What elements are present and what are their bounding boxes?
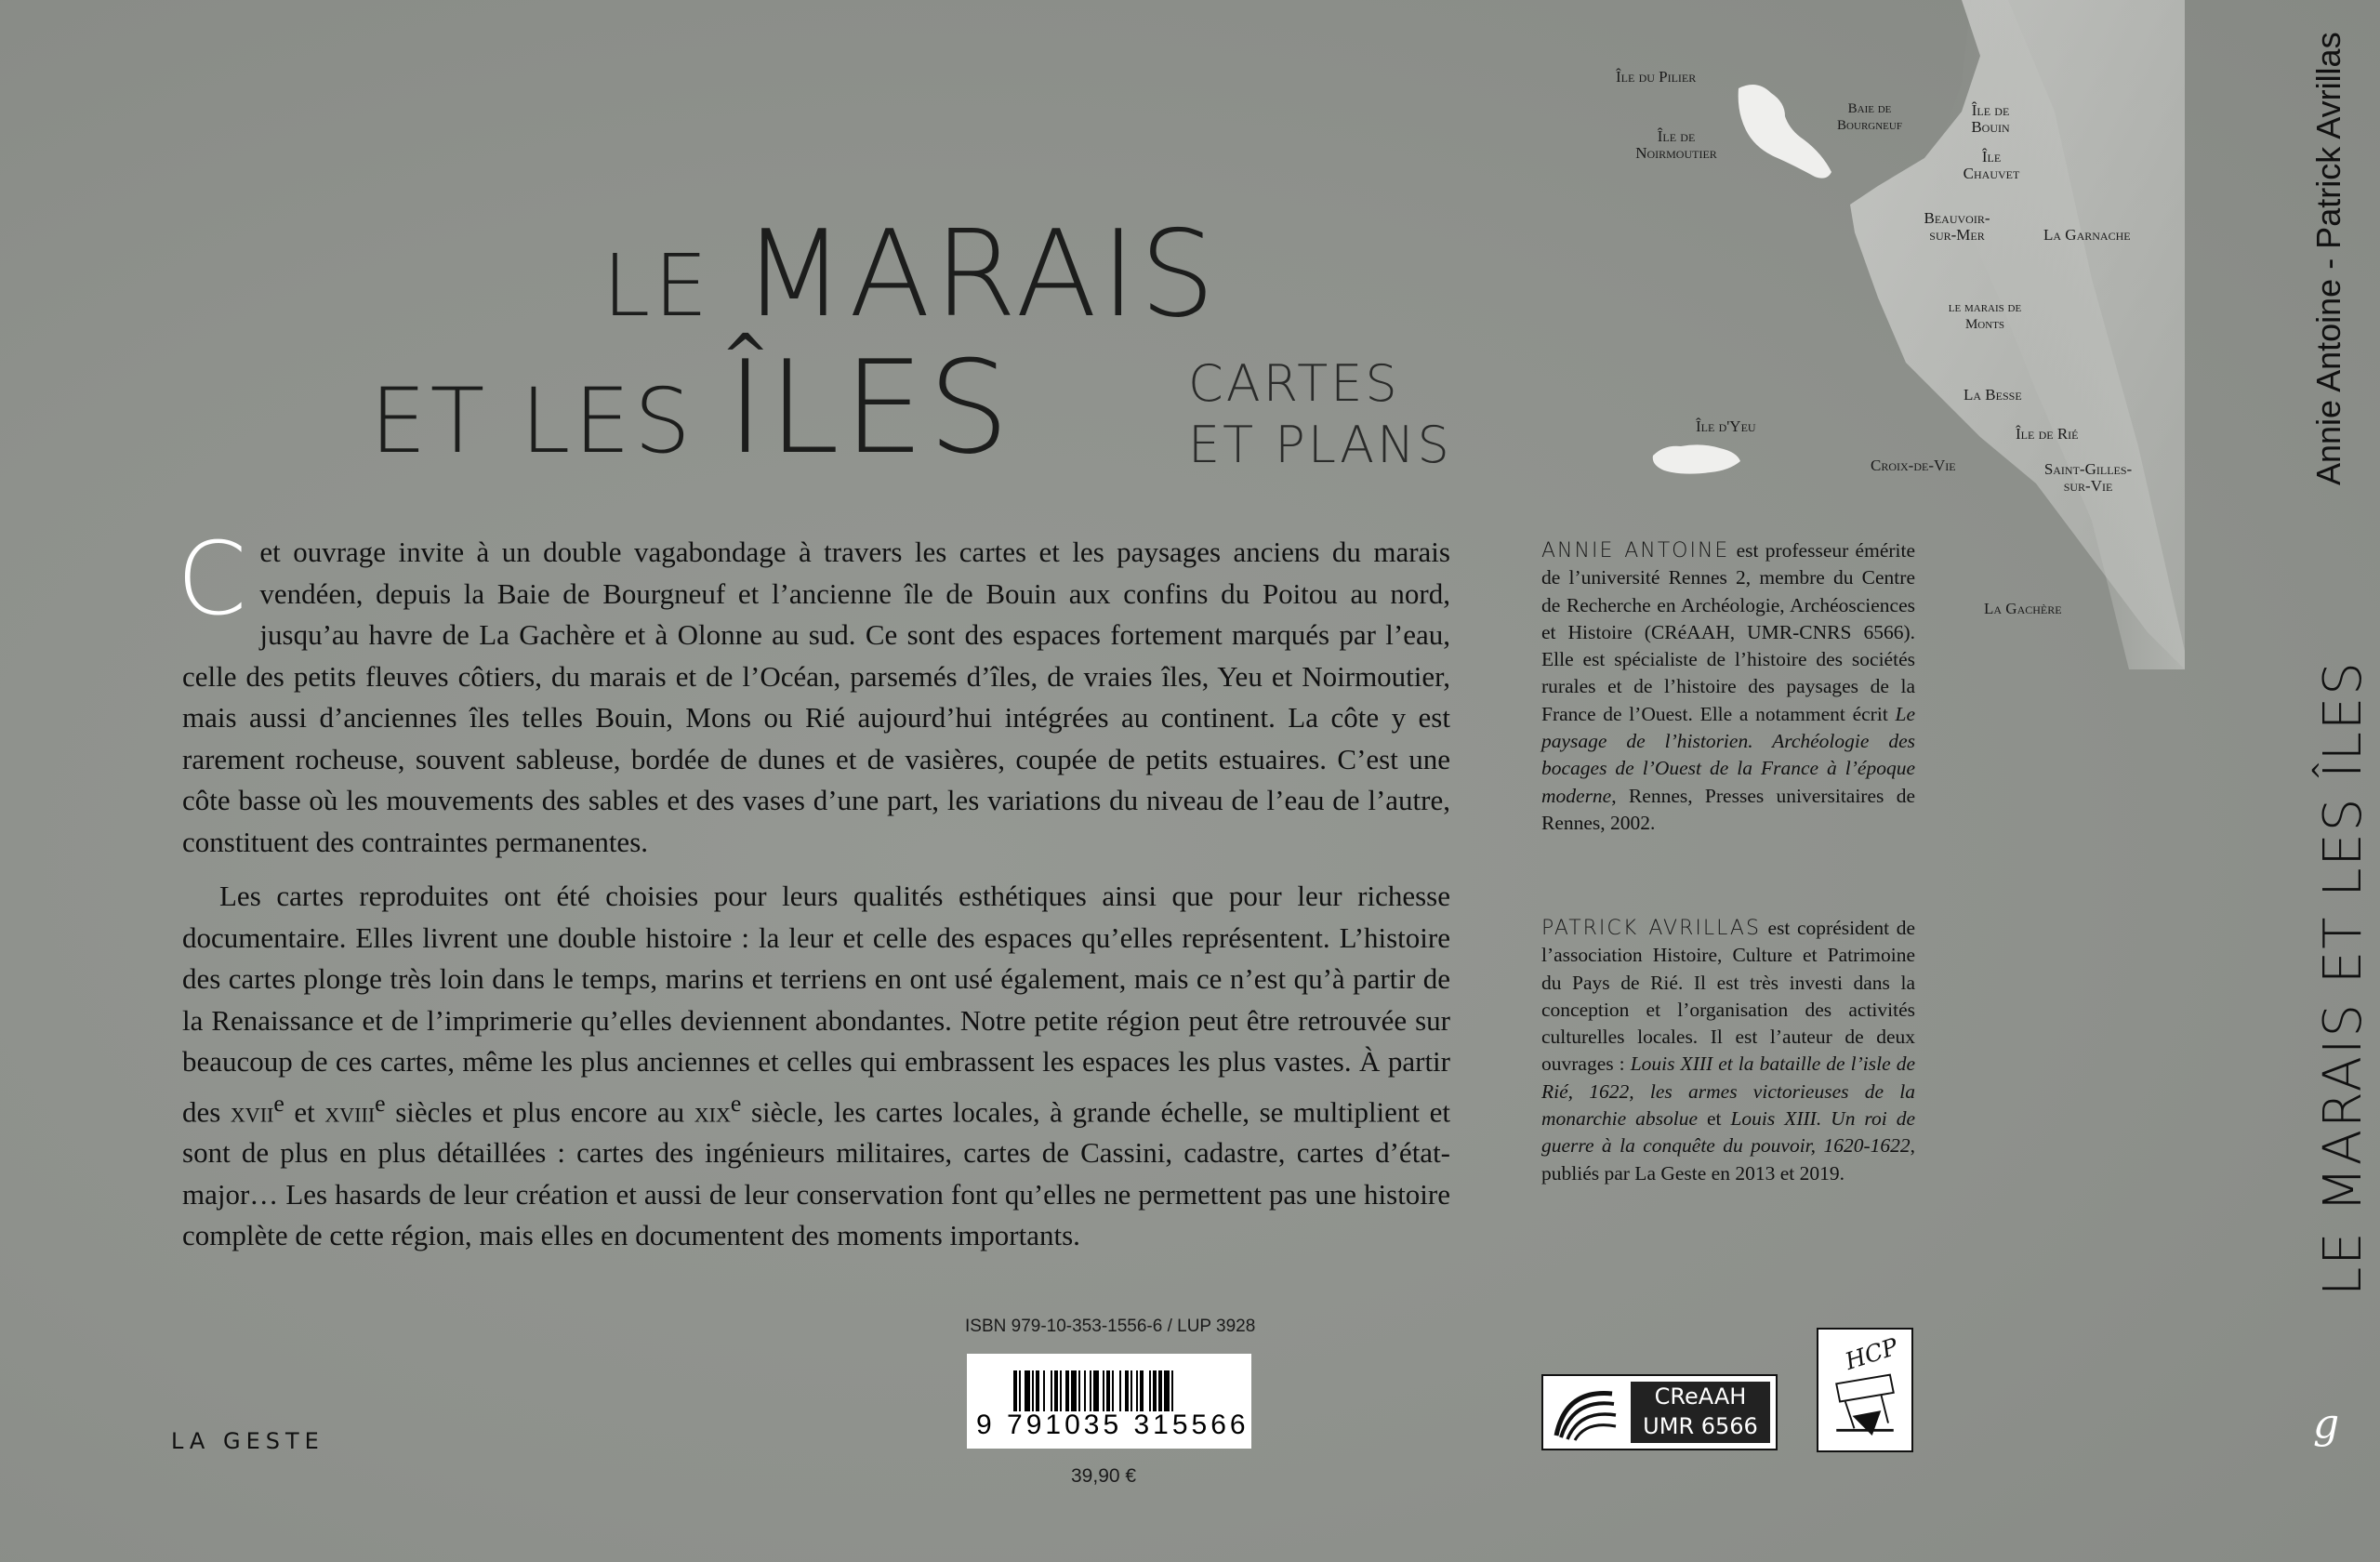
map-label: Baie de Bourgneuf [1837,101,1902,133]
map-label: Île du Pilier [1616,68,1697,86]
map-label: Île de Bouin [1971,101,2010,136]
blurb-paragraph-2: Les cartes reproduites ont été choisies pour leurs qualités esthétiques ainsi que pour leur richesse documentaire. Elles livrent une double histoire : la leur et celle des espaces qu’elles représentent. L’histoire des cartes plonge très loin dans le temps, marins et terriens en ont usé également, mais ce n’est qu’à partir de la Renaissance et de l’imprimerie qu’elles deviennent abondantes. Notre petite région peut être retrouvée sur beaucoup de ces cartes, même les plus anciennes et celles qui embrassent les espaces les plus vastes. À partir des xvii$^e$ et xviii$^e$ siècles et plus encore au xix$^e$ siècle, les cartes locales, à grande échelle, se multiplient et sont de plus en plus détaillées : cartes des ingénieurs militaires, cartes de Cassini, cadastre, cartes d’état-major… Les hasards de leur création et aussi de leur conservation font qu’elles ne permettent pas une histoire complète de cette région, mais elles en documentent des moments importants. [182,880,1451,1252]
creaah-name: CReAAH [1654,1383,1747,1410]
noirmoutier-island [1739,85,1831,179]
author-bio-annie-antoine: ANNIE ANTOINE est professeur émérite de l’université Rennes 2, membre du Centre de Recherche en Archéologie, Archéosciences et Histoire (CRéAAH, UMR-CNRS 6566). Elle est spécialiste de l’histoire des sociétés rurales et de l’histoire des paysages de la France de l’Ouest. Elle a notamment écrit Le paysage de l’historien. Archéologie des bocages de l’Ouest de la France à l’époque moderne, Rennes, Presses universitaires de Rennes, 2002. [1541,539,1916,834]
spine-authors: Annie Antoine - Patrick Avrillas [2309,32,2347,485]
map-label: Saint-Gilles-sur-Vie [2043,460,2133,495]
barcode-bars-icon [1013,1370,1231,1411]
drop-cap: C [177,522,247,638]
map-label: Île de Rié [2016,425,2079,443]
blurb-paragraph-1: Cet ouvrage invite à un double vagabondage à travers les cartes et les paysages anciens du marais vendéen, depuis la Baie de Bourgneuf et l’ancienne île de Bouin aux confins du Poitou au nord, jusqu’au havre de La Gachère et à Olonne au sud. Ce sont des espaces fortement marqués par l’eau, celle des petits fleuves côtiers, du marais et de l’Océan, parsemés d’îles, de vraies îles, Yeu et Noirmoutier, mais aussi d’anciennes îles telles Bouin, Mons ou Rié aujourd’hui intégrées au continent. La côte y est rarement rocheuse, souvent sableuse, bordée de dunes et de vasières, coupée de petits estuaires. C’est une côte basse où les mouvements des sables et des vases d’une part, les variations du niveau de l’eau de l’autre, constituent des contraintes permanentes. [177,522,1450,858]
map-label: La Besse [1964,386,2022,404]
map-label: le marais de Monts [1948,300,2022,332]
map-label: Île de Noirmoutier [1635,127,1717,162]
creaah-unit: UMR 6566 [1643,1413,1758,1439]
map-label: Île d'Yeu [1696,417,1756,435]
publisher-name: LA GESTE [171,1428,324,1454]
hcp-emblem-icon [1818,1330,1911,1450]
yeu-island [1653,444,1740,473]
subtitle-line-1: CARTES [1188,354,1400,413]
svg-text:HCP: HCP [1842,1332,1902,1375]
map-label: La Gachère [1984,600,2062,617]
map-label: Croix-de-Vie [1871,457,1956,474]
hcp-logo [1817,1328,1913,1452]
author-bio-patrick-avrillas: PATRICK AVRILLAS est coprésident de l’association Histoire, Culture et Patrimoine du Pays de Rié. Il est très investi dans la conception et l’organisation des activités culturelles locales. Il est l’auteur de deux ouvrages : Louis XIII et la bataille de l’isle de Rié, 1622, les armes victorieuses de la monarchie absolue et Louis XIII. Un roi de guerre à la conquête du pouvoir, 1620-1622, publiés par La Geste en 2013 et 2019. [1541,917,1915,1185]
book-title-line-1: LE MARAIS [602,205,1219,344]
map-label: Île Chauvet [1963,148,2020,182]
map-label: Beauvoir-sur-Mer [1924,209,1990,244]
swirl-icon [1547,1380,1623,1445]
blurb-text [177,522,1451,1257]
barcode [967,1354,1251,1449]
book-title-line-2: ET LES ÎLES [370,333,1013,483]
spine-title: LE MARAIS ET LES ÎLES [2313,660,2373,1296]
author-name: ANNIE ANTOINE [1541,539,1730,563]
creaah-text-box [1631,1382,1770,1443]
barcode-number: 9 791035 315566 [976,1410,1250,1440]
creaah-logo [1541,1374,1778,1450]
publisher-logo-icon: g [2313,1400,2340,1448]
subtitle-line-2: ET PLANS [1188,416,1452,474]
map-label: La Garnache [2043,226,2131,244]
isbn-text: ISBN 979-10-353-1556-6 / LUP 3928 [965,1317,1256,1336]
price: 39,90 € [1071,1465,1137,1487]
author-name: PATRICK AVRILLAS [1541,917,1761,940]
